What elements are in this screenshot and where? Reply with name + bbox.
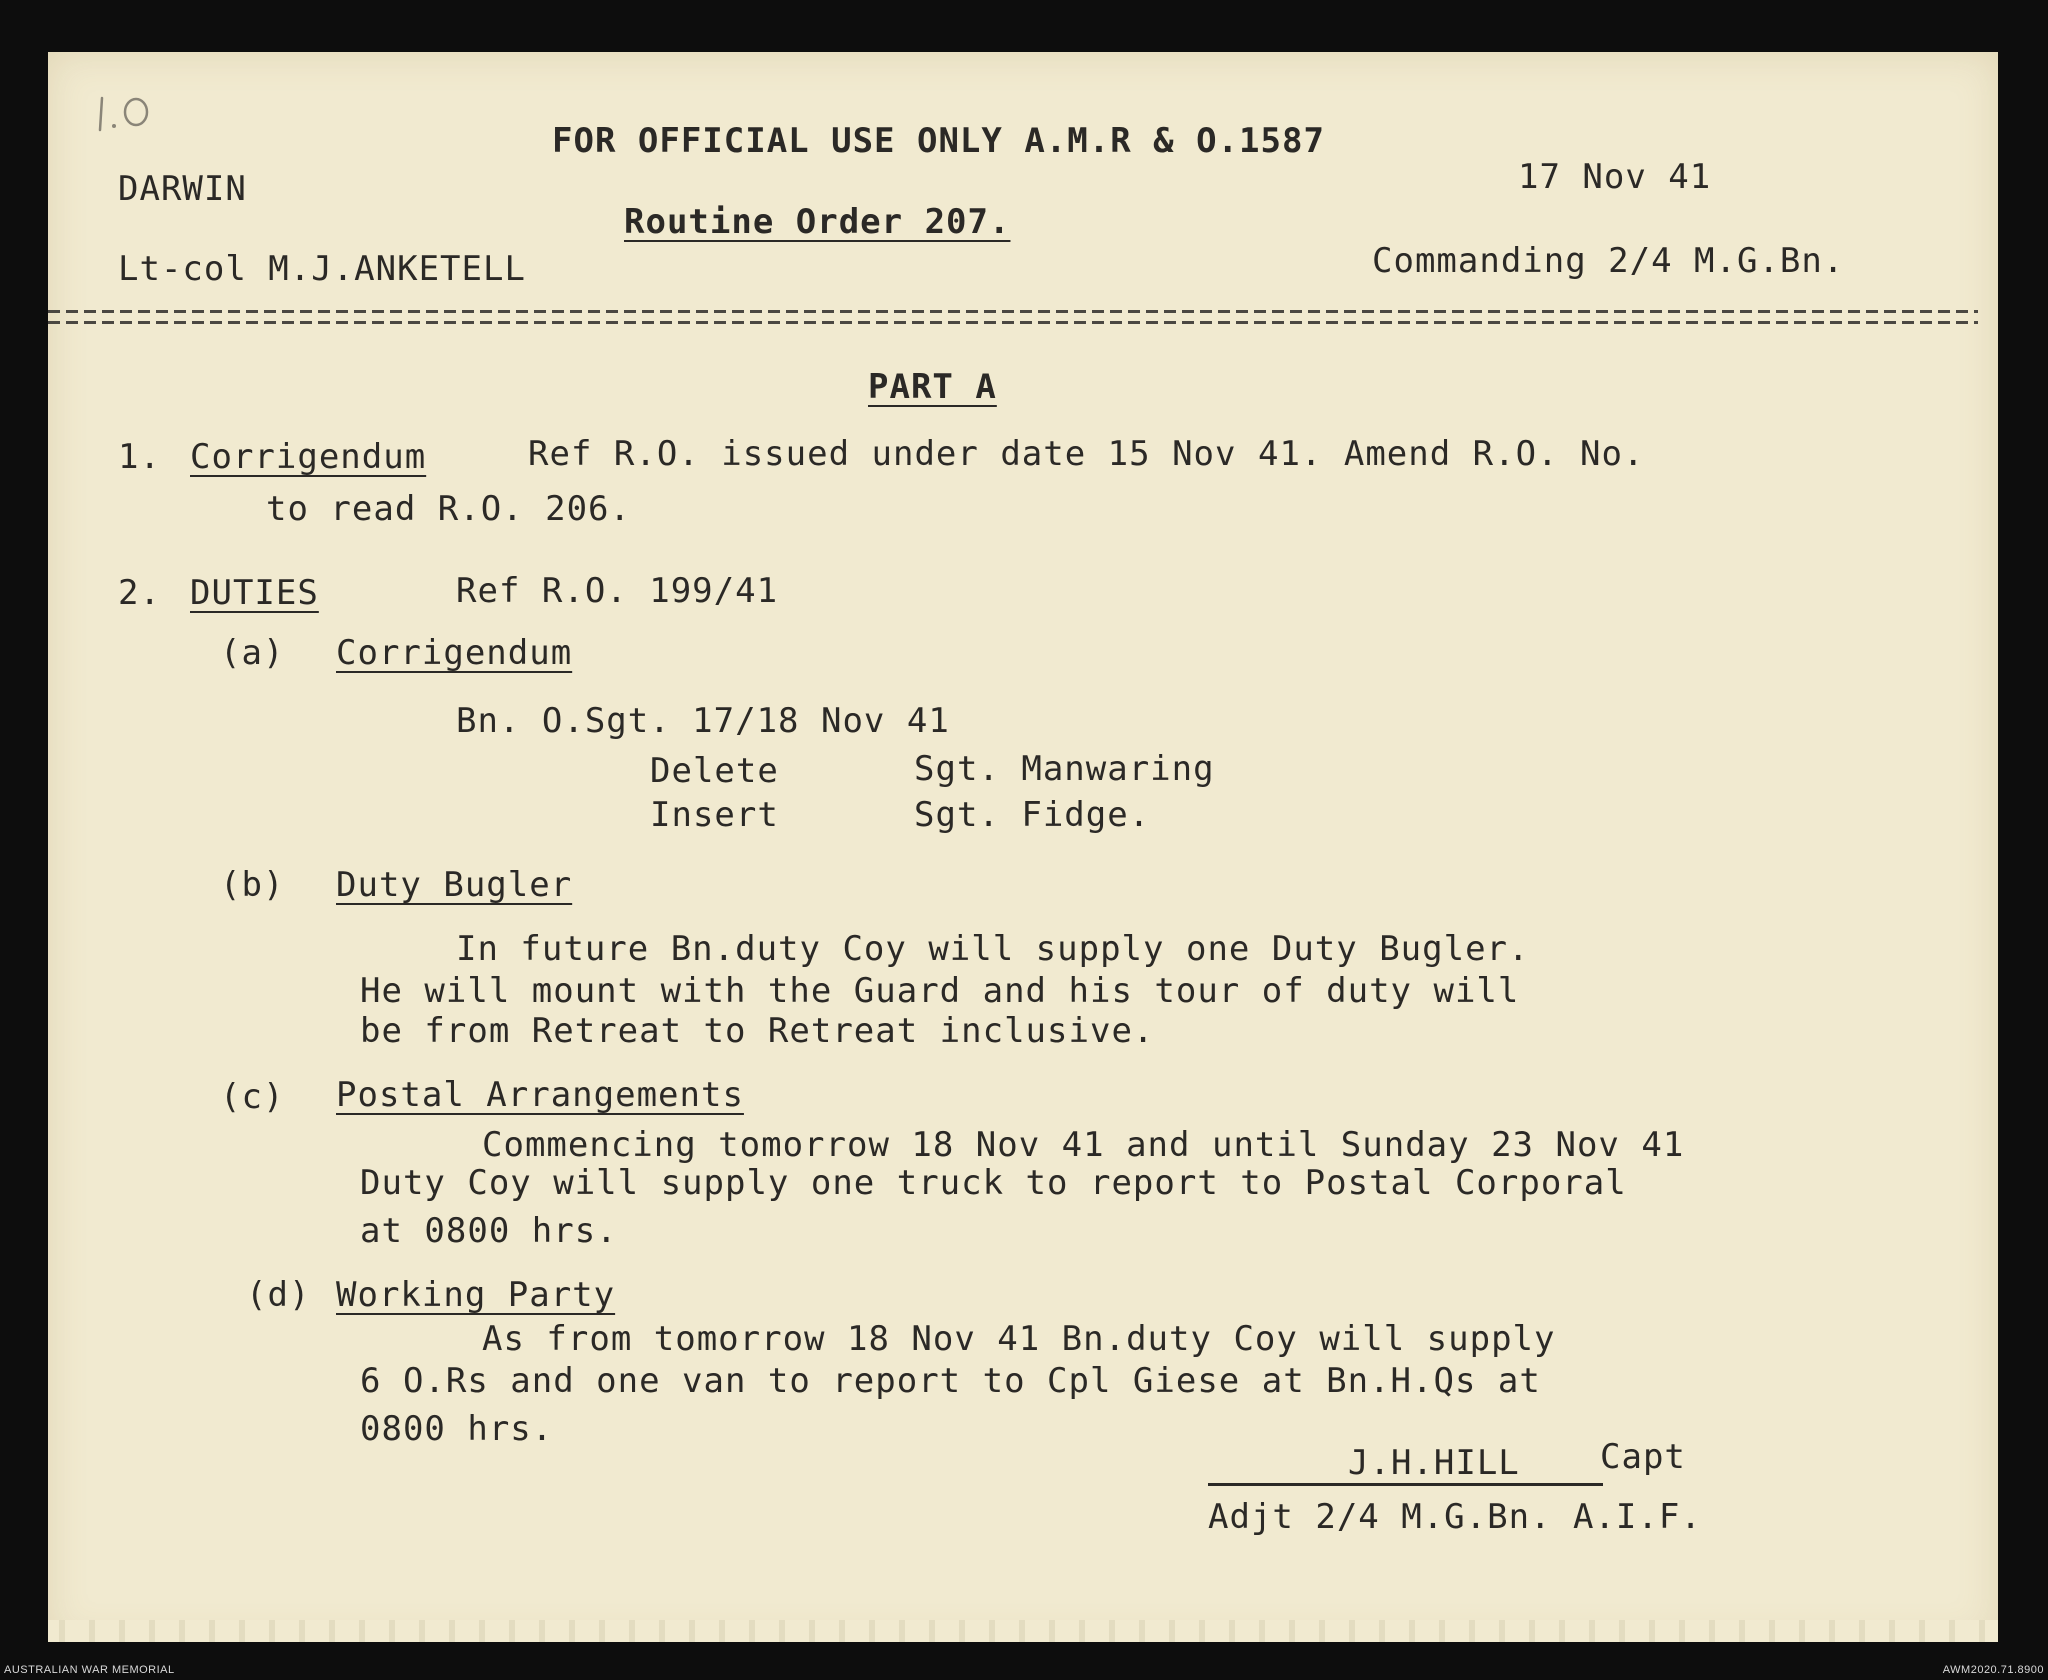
item2d-label: (d) (246, 1275, 311, 1315)
order-date: 17 Nov 41 (1518, 157, 1712, 197)
item2b-heading: Duty Bugler (336, 865, 573, 905)
location: DARWIN (118, 169, 247, 209)
item2c-line3: at 0800 hrs. (360, 1211, 618, 1251)
official-use-heading: FOR OFFICIAL USE ONLY A.M.R & O.1587 (552, 121, 1325, 161)
item2c-heading: Postal Arrangements (336, 1075, 744, 1115)
command-title: Commanding 2/4 M.G.Bn. (1372, 241, 1845, 281)
signatory-title: Adjt 2/4 M.G.Bn. A.I.F. (1208, 1497, 1702, 1537)
item1-line2: to read R.O. 206. (266, 489, 631, 529)
officer-name: Lt-col M.J.ANKETELL (118, 249, 526, 289)
delete-value: Sgt. Manwaring (914, 749, 1215, 789)
item2-number: 2. (118, 573, 161, 613)
item1-heading: Corrigendum (190, 437, 427, 477)
document-sheet (48, 52, 1998, 1642)
item2a-label: (a) (220, 633, 285, 673)
item1-line1: Ref R.O. issued under date 15 Nov 41. Amend R.O. No. (528, 434, 1645, 474)
item2b-label: (b) (220, 865, 285, 905)
separator-line (48, 310, 1978, 324)
item2b-line2: He will mount with the Guard and his tour of duty will (360, 971, 1520, 1011)
item2a-heading: Corrigendum (336, 633, 573, 673)
signature-line (1208, 1483, 1603, 1486)
insert-value: Sgt. Fidge. (914, 795, 1151, 835)
handwritten-mark (92, 90, 166, 140)
order-title: Routine Order 207. (624, 202, 1011, 242)
item2b-line1: In future Bn.duty Coy will supply one Duty Bugler. (456, 929, 1530, 969)
item2b-line3: be from Retreat to Retreat inclusive. (360, 1011, 1155, 1051)
item2c-line1: Commencing tomorrow 18 Nov 41 and until Sunday 23 Nov 41 (482, 1125, 1685, 1165)
signatory-rank: Capt (1600, 1437, 1686, 1477)
item2d-line2: 6 O.Rs and one van to report to Cpl Giese at Bn.H.Qs at (360, 1361, 1541, 1401)
item2-heading: DUTIES (190, 573, 319, 613)
insert-label: Insert (650, 795, 779, 835)
archive-label: AUSTRALIAN WAR MEMORIAL (4, 1664, 175, 1676)
item2-reference: Ref R.O. 199/41 (456, 571, 779, 611)
item2d-heading: Working Party (336, 1275, 616, 1315)
torn-paper-edge (48, 1620, 1998, 1642)
item2c-line2: Duty Coy will supply one truck to report to Postal Corporal (360, 1163, 1627, 1203)
signatory-name: J.H.HILL (1348, 1443, 1520, 1483)
archive-reference: AWM2020.71.8900 (1942, 1664, 2044, 1676)
part-heading: PART A (868, 367, 997, 407)
item2a-line: Bn. O.Sgt. 17/18 Nov 41 (456, 701, 950, 741)
item2d-line1: As from tomorrow 18 Nov 41 Bn.duty Coy will supply (482, 1319, 1556, 1359)
item1-number: 1. (118, 437, 161, 477)
item2c-label: (c) (220, 1077, 285, 1117)
item2d-line3: 0800 hrs. (360, 1409, 554, 1449)
delete-label: Delete (650, 751, 779, 791)
